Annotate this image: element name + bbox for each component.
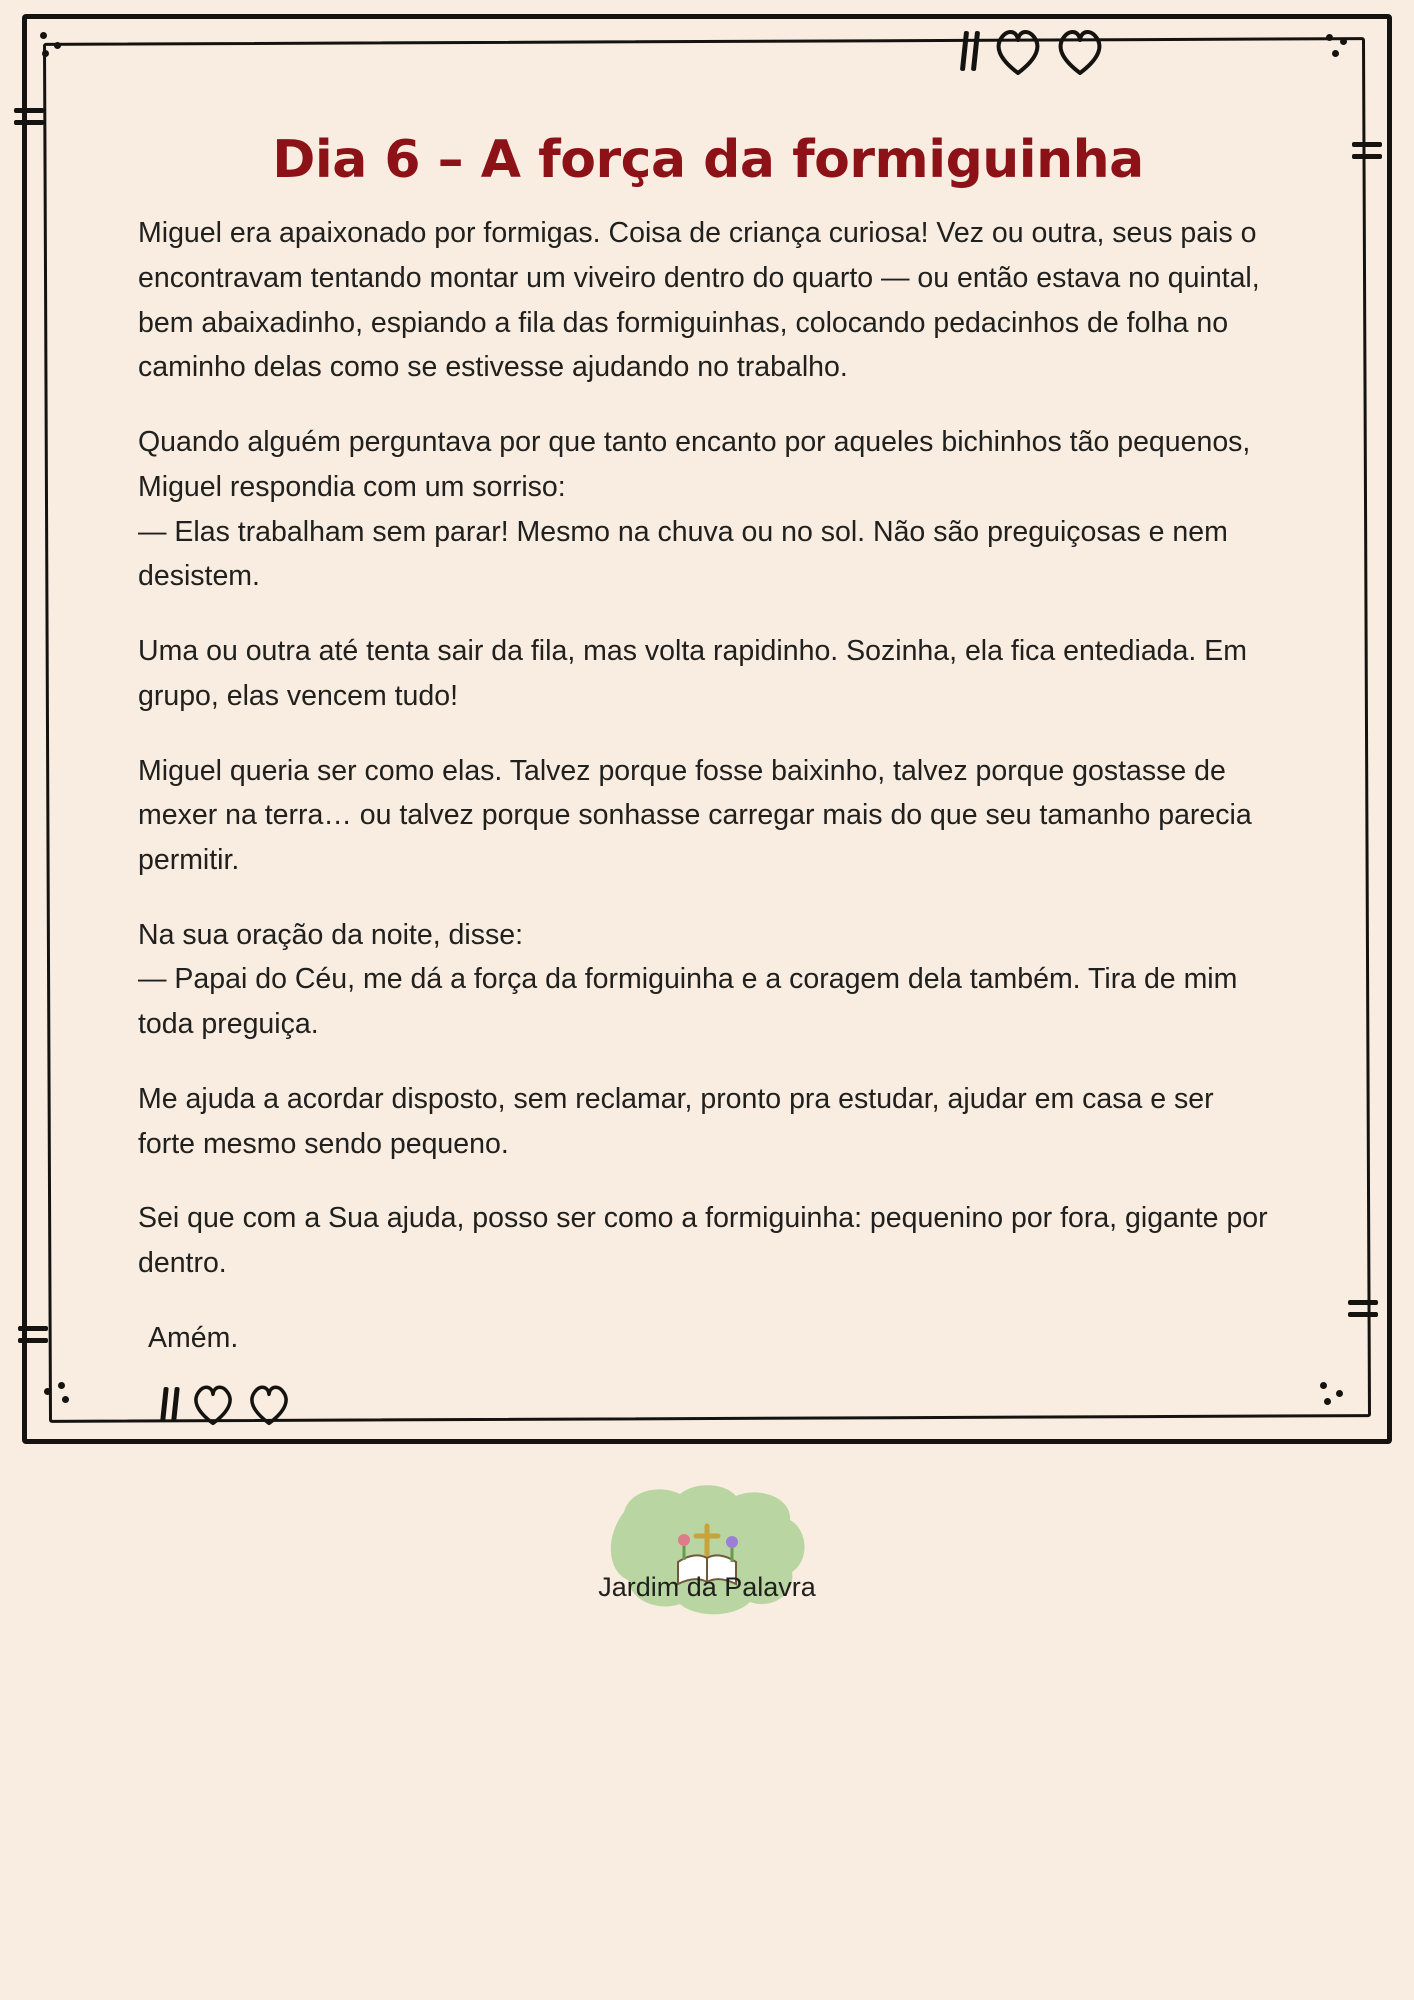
story-paragraph: Miguel era apaixonado por formigas. Coisa de criança curiosa! Vez ou outra, seus pais o encontravam tentando montar um viveiro dentro do quarto — ou então estava no quintal, bem abaixadinho, espiando a fila das formiguinhas, colocando pedacinhos de folha no caminho delas como se estivesse ajudando no trabalho. <box>138 217 1268 384</box>
corner-dots-top-right <box>1322 34 1358 70</box>
corner-dots-bottom-left <box>44 1382 80 1418</box>
tick-marks-icon <box>960 31 982 71</box>
story-paragraph: Me ajuda a acordar disposto, sem reclamar, pronto pra estudar, ajudar em casa e ser forte mesmo sendo pequeno. <box>138 1082 1222 1160</box>
story-paragraph: Miguel queria ser como elas. Talvez porque fosse baixinho, talvez porque gostasse de mexer na terra… ou talvez porque sonhasse carregar mais do que seu tamanho parecia permitir. <box>138 754 1260 876</box>
tick-marks-icon <box>160 1387 180 1421</box>
heart-icon <box>992 26 1044 76</box>
story-content <box>138 132 1278 1361</box>
heart-icon <box>246 1382 292 1426</box>
logo-blob-shape <box>584 1478 830 1628</box>
logo <box>584 1478 830 1628</box>
story-paragraph: Uma ou outra até tenta sair da fila, mas volta rapidinho. Sozinha, ela fica entediada. Em grupo, elas vencem tudo! <box>138 635 1255 712</box>
corner-dots-bottom-right <box>1318 1380 1354 1416</box>
brand-footer <box>0 1478 1414 1633</box>
story-paragraph: Na sua oração da noite, disse: — Papai do Céu, me dá a força da formiguinha e a coragem dela também. Tira de mim toda preguiça. <box>138 918 1238 1041</box>
decoration-bottom-hearts <box>160 1382 292 1426</box>
corner-dots-top-left <box>40 32 76 68</box>
heart-icon <box>190 1382 236 1426</box>
dash-marks-left-bottom <box>18 1326 48 1348</box>
page-title: Dia 6 – A força da formiguinha <box>272 130 1144 190</box>
heart-icon <box>1054 26 1106 76</box>
story-paragraph: Quando alguém perguntava por que tanto encanto por aqueles bichinhos tão pequenos, Miguel respondia com um sorriso: — Elas trabalham sem parar! Mesmo na chuva ou no sol. Não são preguiçosas e nem desistem. <box>138 426 1251 593</box>
decoration-top-hearts <box>960 26 1106 76</box>
dash-marks-right-bottom <box>1348 1300 1378 1322</box>
story-paragraph: Sei que com a Sua ajuda, posso ser como a formiguinha: pequenino por fora, gigante por dentro. <box>138 1202 1276 1280</box>
dash-marks-left-top <box>14 108 44 130</box>
closing-amen: Amém. <box>148 1321 239 1354</box>
dash-marks-right-top <box>1352 142 1382 164</box>
brand-name: Jardim da Palavra <box>598 1572 816 1602</box>
